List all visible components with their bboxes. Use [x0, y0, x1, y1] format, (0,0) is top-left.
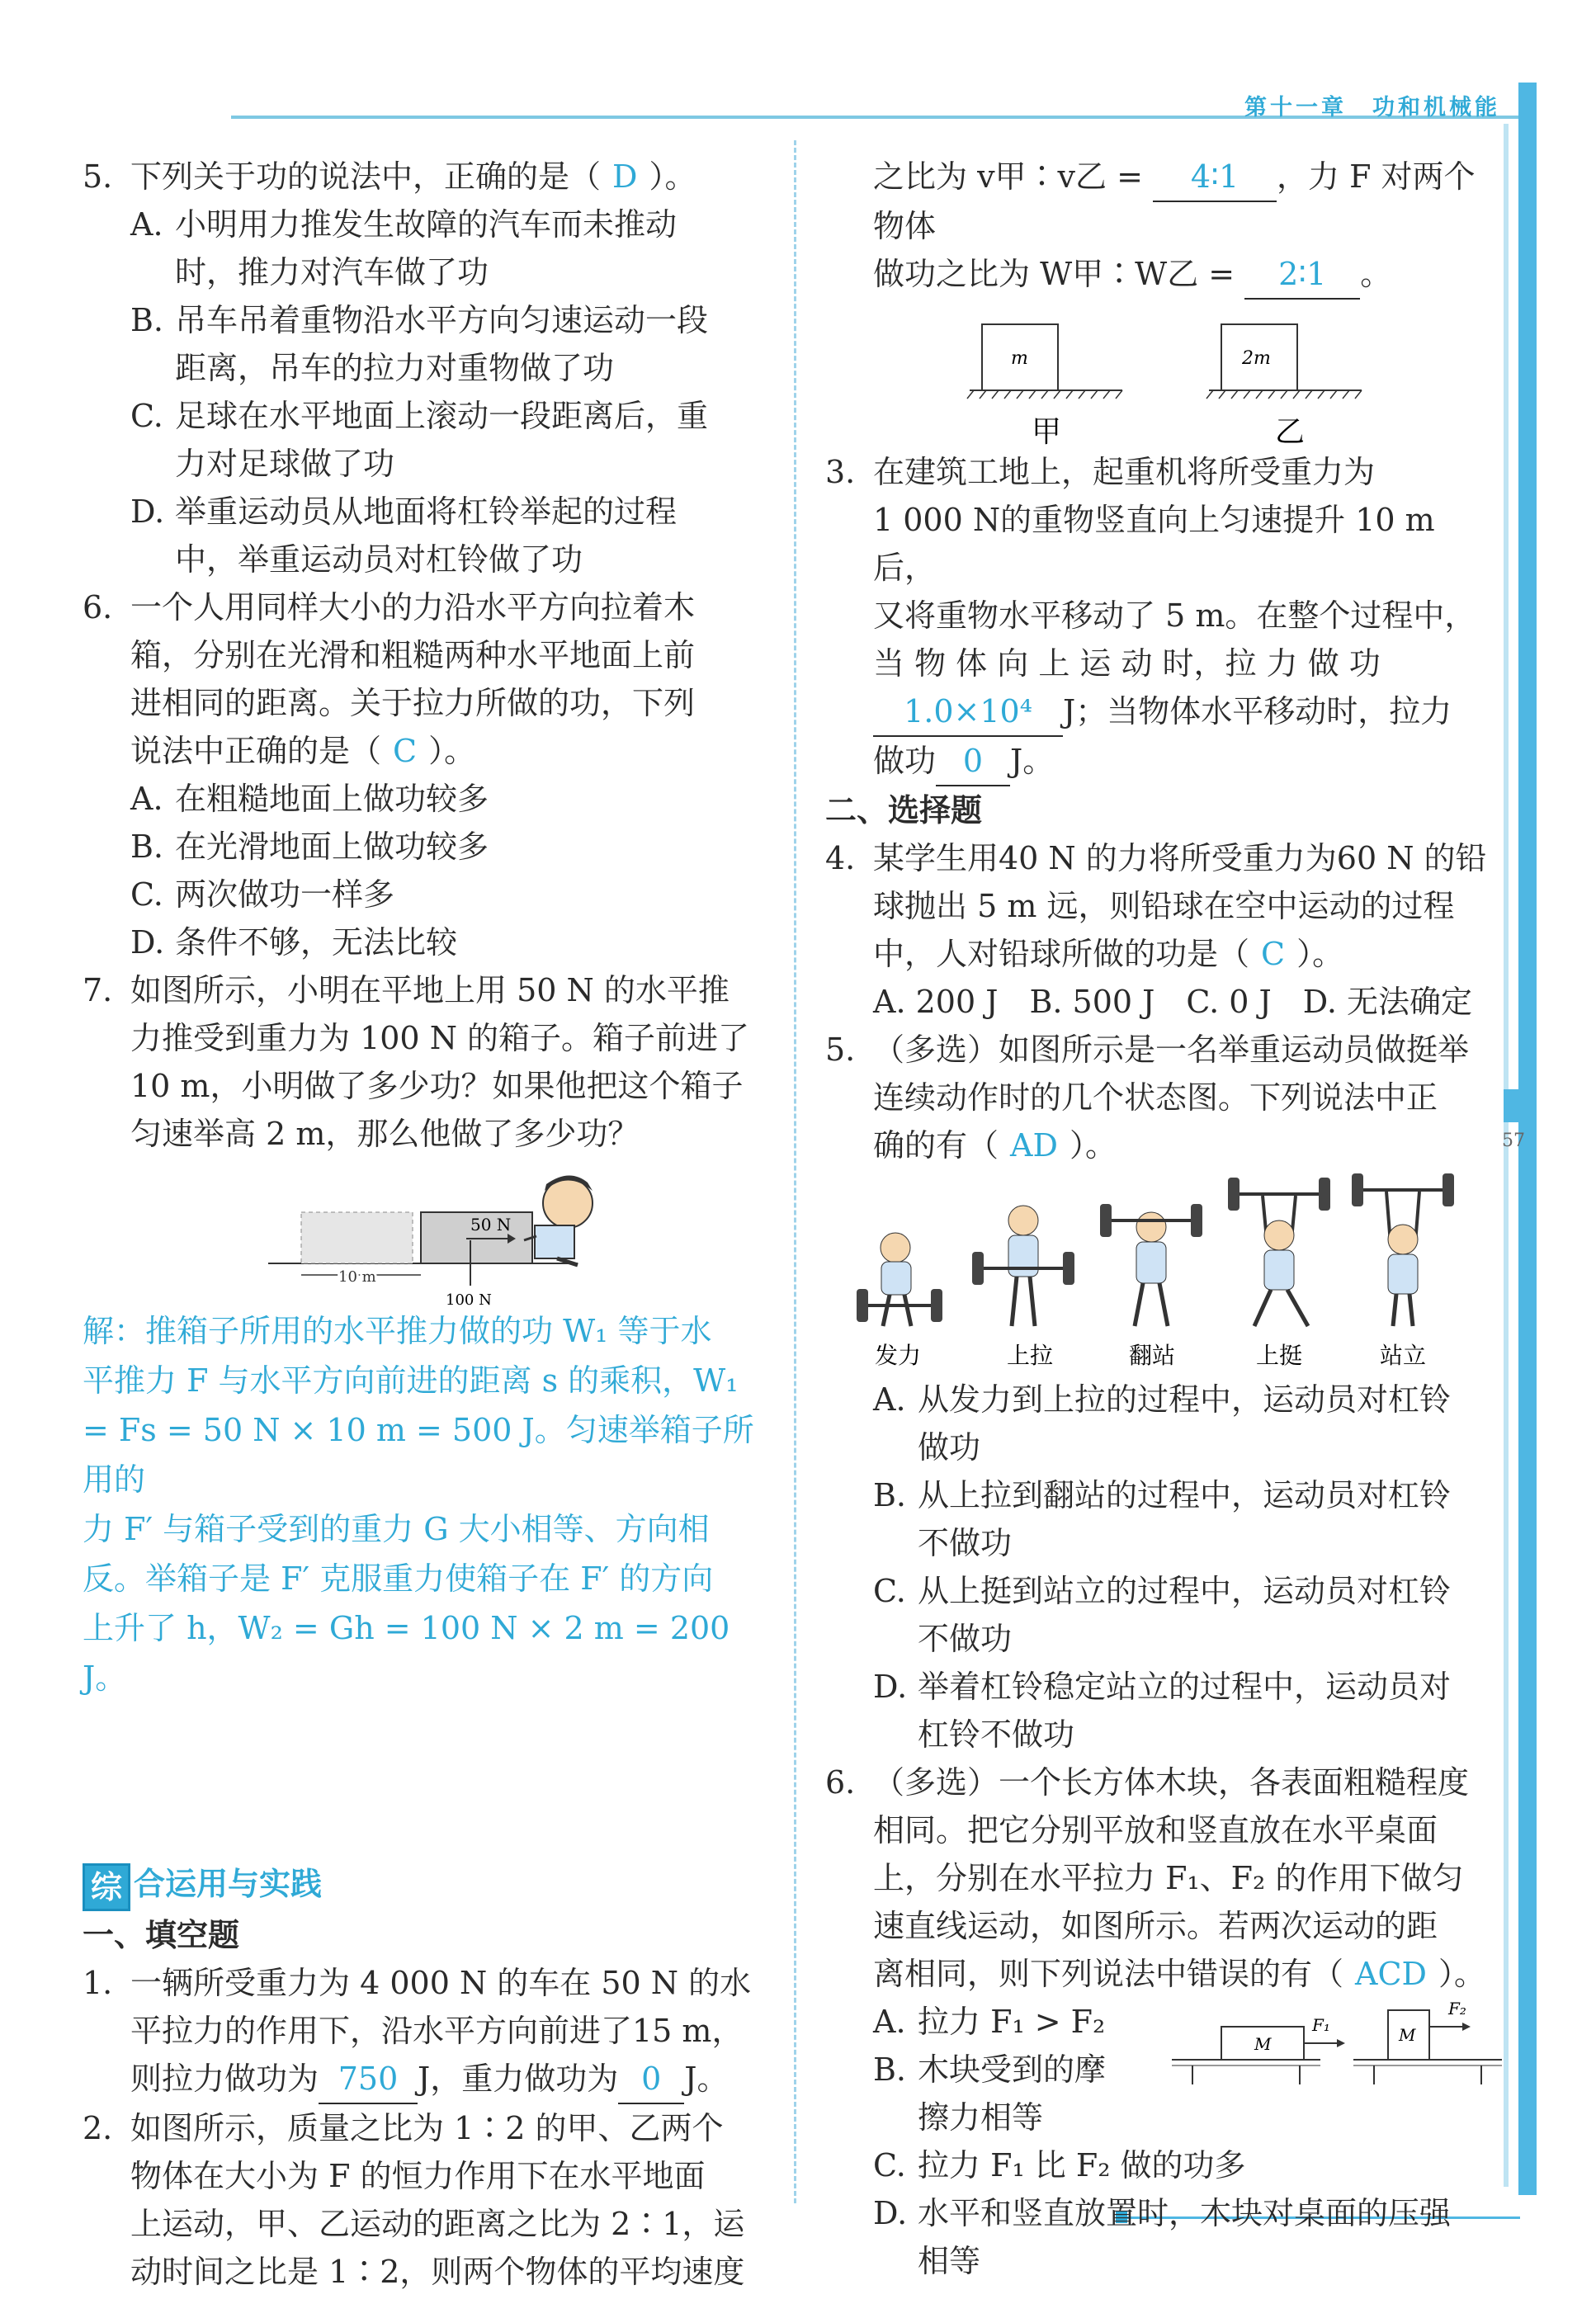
option-text: 木块受到的摩	[918, 2051, 1107, 2088]
question-line: （多选）如图所示是一名举重运动员做挺举	[873, 1032, 1470, 1068]
blank-answer: 2∶1	[1244, 250, 1360, 300]
option-text: 两次做功一样多	[175, 876, 395, 913]
option-c	[825, 2141, 1498, 2189]
option-a	[83, 201, 767, 296]
question-line: 。	[1360, 256, 1392, 292]
question-number: 4.	[825, 840, 856, 876]
answer-text: ACD	[1355, 1956, 1427, 1992]
option-text: 从发力到上拉的过程中，运动员对杠铃	[918, 1381, 1452, 1418]
question-line: 10 m，小明做了多少功？如果他把这个箱子	[130, 1068, 744, 1104]
option-text: 举重运动员从地面将杠铃举起的过程	[175, 493, 678, 530]
fill-question-3	[825, 448, 1498, 786]
question-line: 物体在大小为 F 的恒力作用下在水平地面	[130, 2157, 706, 2194]
option-text: 拉力 F₁ 比 F₂ 做的功多	[918, 2147, 1246, 2183]
option-text: 举着杠铃稳定站立的过程中，运动员对	[918, 1669, 1452, 1705]
question-line: 箱，分别在光滑和粗糙两种水平地面上前	[130, 637, 696, 673]
choice-question-4	[825, 834, 1498, 1026]
stem-end: ）。	[428, 733, 476, 769]
option-text: 吊车吊着重物沿水平方向匀速运动一段	[175, 302, 709, 338]
option-label: B.	[130, 302, 164, 338]
question-line: 说法中正确的是（	[130, 733, 382, 769]
question-line: 如图所示，小明在平地上用 50 N 的水平推	[130, 972, 730, 1008]
push-box-figure	[83, 1158, 767, 1306]
option-text-cont: 时，推力对汽车做了功	[175, 254, 489, 290]
distance-label: 10 m	[338, 1268, 376, 1286]
question-line: 平拉力的作用下，沿水平方向前进了15 m，	[130, 2012, 744, 2049]
stem-end: ）。	[649, 158, 696, 195]
question-line: J，重力做功为	[418, 2060, 619, 2097]
question-line: 一辆所受重力为 4 000 N 的车在 50 N 的水	[130, 1964, 752, 2001]
column-divider	[794, 140, 796, 2203]
page-tab-marker	[1504, 1089, 1520, 1122]
caption-yi: 乙	[1275, 415, 1306, 448]
question-line: J。	[1010, 743, 1055, 779]
box-start-outline	[301, 1212, 413, 1263]
option-text-cont: 不做功	[918, 1621, 1013, 1657]
left-column	[83, 153, 767, 2296]
fill-question-2-continued	[825, 153, 1498, 300]
weightlifter-diagram	[825, 1169, 1498, 1376]
pose-fanzhan	[1100, 1204, 1202, 1326]
question-number: 6.	[825, 1764, 856, 1801]
pose-zhanli	[1352, 1173, 1454, 1326]
option-text: 从上拉到翻站的过程中，运动员对杠铃	[918, 1477, 1452, 1513]
option-a	[825, 1376, 1498, 1471]
question-line: （多选）一个长方体木块，各表面粗糙程度	[873, 1764, 1470, 1801]
blank-answer: 4∶1	[1153, 153, 1277, 202]
option-label: C.	[873, 1573, 906, 1609]
block-flat-label: M	[1254, 2034, 1272, 2054]
block-jia-label: m	[1011, 348, 1028, 369]
fill-question-1	[83, 1959, 767, 2104]
question-line: 则拉力做功为	[130, 2060, 319, 2097]
question-number: 5.	[83, 158, 113, 195]
choice-question-5	[825, 1026, 1498, 1169]
section-heading	[83, 1859, 767, 1911]
answer-text: D	[612, 158, 638, 195]
question-last-line	[825, 930, 1498, 978]
option-label: B.	[873, 2051, 907, 2088]
question-line: 1 000 N的重物竖直向上匀速提升 10 m 后，	[873, 502, 1435, 586]
option-text: 小明用力推发生故障的汽车而未推动	[175, 206, 678, 243]
stem-end: ）。	[1069, 1127, 1117, 1164]
choice-question-6	[825, 1759, 1498, 1998]
question-line: 匀速举高 2 m，那么他做了多少功？	[130, 1116, 640, 1152]
options-line: A. 200 J B. 500 J C. 0 J D. 无法确定	[873, 984, 1473, 1020]
option-text-cont: 力对足球做了功	[175, 446, 395, 482]
option-label: B.	[873, 1477, 907, 1513]
question-line: 离相同，则下列说法中错误的有（	[873, 1956, 1344, 1992]
question-line: 上运动，甲、乙运动的距离之比为 2∶1，运	[130, 2205, 745, 2242]
force-f2-head	[1462, 2023, 1471, 2031]
option-c	[83, 392, 767, 488]
push-box-diagram	[83, 1158, 767, 1306]
question-5	[83, 153, 767, 201]
blank-answer: 0	[936, 737, 1010, 786]
question-line: 之比为 v甲∶v乙 =	[873, 158, 1143, 195]
option-label: D.	[873, 2195, 908, 2231]
question-answer-line	[825, 737, 1498, 786]
question-line: 相同。把它分别平放和竖直放在水平桌面	[873, 1812, 1438, 1848]
chapter-header: 第十一章 功和机械能	[1244, 95, 1500, 120]
margin-stripe-inner	[1504, 124, 1509, 2187]
weight-label: 100 N	[446, 1291, 492, 1306]
question-last-line	[825, 1950, 1498, 1998]
solution	[83, 1306, 767, 1702]
pose-fali	[857, 1233, 942, 1326]
section-title: 合运用与实践	[134, 1865, 323, 1902]
question-number: 1.	[83, 1964, 113, 2001]
block-upright-label: M	[1399, 2025, 1416, 2045]
option-text-cont: 擦力相等	[918, 2099, 1044, 2136]
option-text: 在粗糙地面上做功较多	[175, 781, 489, 817]
option-text: 足球在水平地面上滚动一段距离后，重	[175, 398, 709, 434]
question-line: 球抛出 5 m 远，则铅球在空中运动的过程	[873, 888, 1455, 924]
pose-shangting	[1228, 1178, 1330, 1326]
option-text-cont: 做功	[918, 1429, 981, 1466]
ground-hatch-jia	[967, 390, 1122, 399]
stem-end: ）。	[1438, 1956, 1486, 1992]
question-line: 力推受到重力为 100 N 的箱子。箱子前进了	[130, 1020, 750, 1056]
solution-line: 解：推箱子所用的水平推力做的功 W₁ 等于水	[83, 1313, 712, 1349]
question-answer-line	[825, 153, 1498, 250]
option-c	[825, 1567, 1498, 1663]
option-text: 拉力 F₁ > F₂	[918, 2004, 1106, 2040]
option-d	[825, 2189, 1498, 2285]
question-7	[83, 966, 767, 1158]
two-blocks-figure	[825, 300, 1498, 448]
blank-answer: 750	[319, 2055, 418, 2104]
option-label: A.	[873, 2004, 906, 2040]
question-line: 进相同的距离。关于拉力所做的功，下列	[130, 685, 696, 721]
option-b	[825, 1471, 1498, 1567]
option-text-cont: 杠铃不做功	[918, 1716, 1075, 1753]
force-f1-head	[1337, 2039, 1345, 2047]
option-label: A.	[873, 1381, 906, 1418]
option-d	[83, 488, 767, 583]
question-line: 中，人对铅球所做的功是（	[873, 936, 1250, 972]
question-number: 6.	[83, 589, 113, 626]
option-label: D.	[130, 924, 165, 961]
question-stem: 下列关于功的说法中，正确的是（	[130, 158, 602, 195]
question-line: 速直线运动，如图所示。若两次运动的距	[873, 1908, 1438, 1944]
question-line: 当 物 体 向 上 运 动 时，拉 力 做 功	[873, 645, 1381, 682]
option-label: B.	[130, 829, 164, 865]
question-line: 做功之比为 W甲∶W乙 =	[873, 256, 1235, 292]
option-b	[83, 296, 767, 392]
option-text-cont: 距离，吊车的拉力对重物做了功	[175, 350, 615, 386]
force-label: 50 N	[470, 1215, 512, 1235]
answer-text: C	[1261, 936, 1286, 972]
question-line: 在建筑工地上，起重机将所受重力为	[873, 454, 1376, 490]
solution-line: 力 F′ 与箱子受到的重力 G 大小相等、方向相	[83, 1511, 710, 1547]
wood-block-diagram	[1172, 1998, 1518, 2089]
caption-shangla: 上拉	[1007, 1342, 1054, 1369]
option-label: D.	[130, 493, 165, 530]
question-line: 动时间之比是 1∶2，则两个物体的平均速度	[130, 2253, 745, 2290]
option-text-cont: 中，举重运动员对杠铃做了功	[175, 541, 583, 578]
option-d	[83, 918, 767, 966]
ground-hatch-yi	[1206, 390, 1362, 399]
question-last-line	[825, 1121, 1498, 1169]
question-line: 又将重物水平移动了 5 m。在整个过程中，	[873, 597, 1476, 634]
question-line: J；当物体水平移动时，拉力	[1063, 693, 1452, 729]
fill-in-title: 一、填空题	[83, 1915, 240, 1953]
question-line: 确的有（	[873, 1127, 999, 1164]
caption-fanzhan: 翻站	[1129, 1342, 1176, 1369]
question-line: ，力 F 对两个物体	[873, 158, 1476, 244]
caption-jia: 甲	[1032, 415, 1062, 448]
force-f2-label: F₂	[1448, 1999, 1466, 2018]
solution-line: 上升了 h，W₂ = Gh = 100 N × 2 m = 200 J。	[83, 1610, 730, 1696]
right-column	[825, 153, 1498, 2285]
option-label: C.	[130, 876, 163, 913]
question-last-line	[83, 727, 767, 775]
solution-line: 反。举箱子是 F′ 克服重力使箱子在 F′ 的方向	[83, 1560, 714, 1597]
option-text: 条件不够，无法比较	[175, 924, 458, 961]
option-label: A.	[130, 781, 163, 817]
option-d	[825, 1663, 1498, 1759]
question-line: J。	[684, 2060, 729, 2097]
two-blocks-diagram	[825, 300, 1498, 448]
solution-line: 平推力 F 与水平方向前进的距离 s 的乘积，W₁	[83, 1362, 739, 1399]
caption-shangting: 上挺	[1256, 1342, 1303, 1369]
question-number: 7.	[83, 972, 113, 1008]
weightlifter-figure	[825, 1169, 1498, 1376]
section-icon: 综	[83, 1863, 130, 1911]
question-line: 一个人用同样大小的力沿水平方向拉着木	[130, 589, 696, 626]
option-b	[83, 823, 767, 871]
pose-shangla	[972, 1206, 1074, 1326]
fill-question-2	[83, 2104, 767, 2296]
option-text: 水平和竖直放置时，木块对桌面的压强	[918, 2195, 1452, 2231]
question-number: 2.	[83, 2109, 113, 2146]
option-label: C.	[130, 398, 163, 434]
choice-title: 二、选择题	[825, 791, 983, 829]
block-yi-label: 2m	[1242, 348, 1271, 369]
question-line: 如图所示，质量之比为 1∶2 的甲、乙两个	[130, 2109, 724, 2146]
force-f1-label: F₁	[1312, 2015, 1330, 2035]
answer-text: AD	[1010, 1127, 1058, 1164]
option-text-cont: 不做功	[918, 1525, 1013, 1561]
choice-6-options	[825, 1998, 1498, 2285]
question-number: 3.	[825, 454, 856, 490]
question-number: 5.	[825, 1032, 856, 1068]
page-number: 57	[1502, 1131, 1525, 1151]
stem-end: ）。	[1296, 936, 1344, 972]
question-answer-line	[825, 250, 1498, 300]
blank-answer: 0	[618, 2055, 684, 2104]
option-label: D.	[873, 1669, 908, 1705]
question-line: 上，分别在水平拉力 F₁、F₂ 的作用下做匀	[873, 1860, 1464, 1896]
option-text: 在光滑地面上做功较多	[175, 829, 489, 865]
option-a	[83, 775, 767, 823]
question-line: 某学生用40 N 的力将所受重力为60 N 的铅	[873, 840, 1487, 876]
caption-zhanli: 站立	[1380, 1342, 1427, 1369]
solution-line: = Fs = 50 N × 10 m = 500 J。匀速举箱子所用的	[83, 1412, 754, 1498]
question-answer-line	[83, 2055, 767, 2104]
option-label: C.	[873, 2147, 906, 2183]
option-text: 从上挺到站立的过程中，运动员对杠铃	[918, 1573, 1452, 1609]
question-6	[83, 583, 767, 775]
caption-fali: 发力	[875, 1342, 922, 1369]
question-line: 做功	[873, 743, 937, 779]
option-label: A.	[130, 206, 163, 243]
question-answer-line	[825, 687, 1498, 737]
option-c	[83, 871, 767, 918]
answer-text: C	[393, 733, 418, 769]
question-line: 连续动作时的几个状态图。下列说法中正	[873, 1079, 1438, 1116]
blank-answer: 1.0×10⁴	[873, 687, 1063, 737]
boy-body	[535, 1225, 574, 1258]
option-text-cont: 相等	[918, 2243, 981, 2279]
